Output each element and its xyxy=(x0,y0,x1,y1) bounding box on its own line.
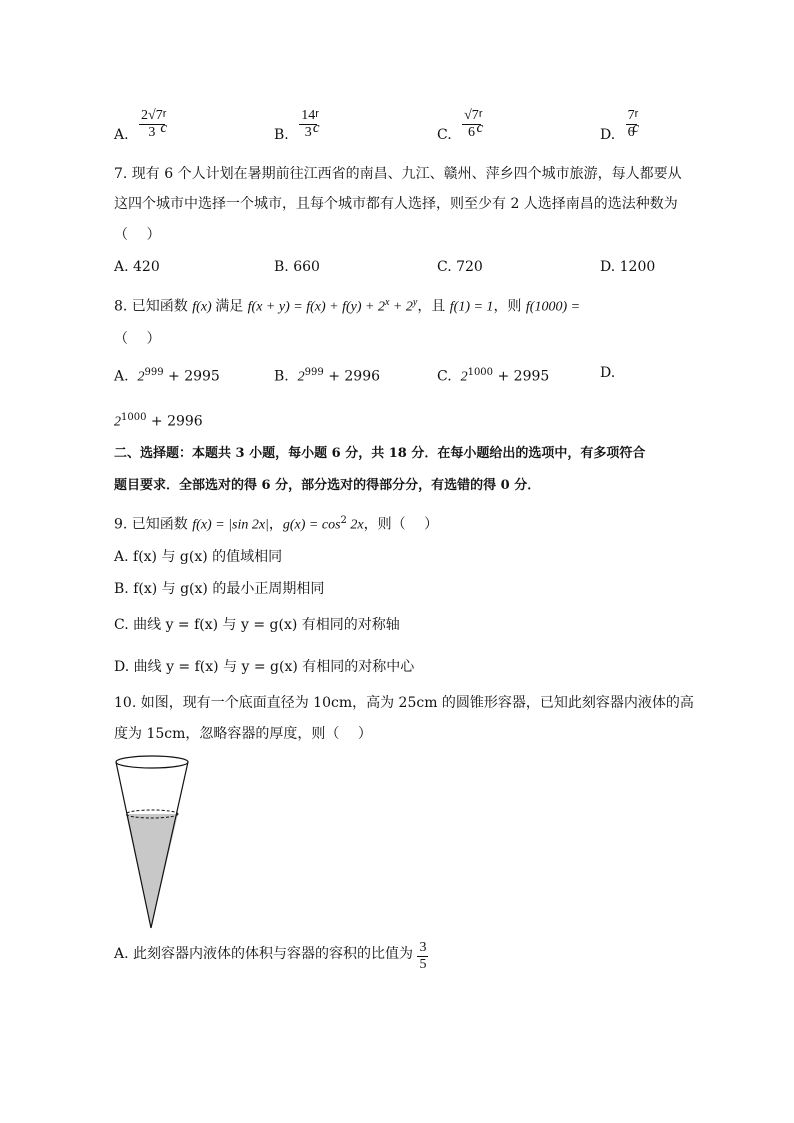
q7-option-b: B. 660 xyxy=(274,259,320,275)
q8-stem: 8. 已知函数 f(x) 满足 $f(x + y) = f(x) + f(y) + 2^x + 2^y$，且 f(1) = 1，则 f(1000) = xyxy=(114,297,581,315)
q10-line-1: 10. 如图，现有一个底面直径为 10cm，高为 25cm 的圆锥形容器，已知此刻容器内液体的高 xyxy=(114,695,694,711)
q8-option-b: B. $2^{999} + 2996$ xyxy=(274,367,381,385)
q10-a-fraction: $\frac{3}{5}$ xyxy=(419,940,427,972)
q9-option-c: C. 曲线 y = f(x) 与 y = g(x) 有相同的对称轴 xyxy=(114,617,400,633)
q6-option-b: B. $\frac{14}{3}$ $^r$c xyxy=(274,107,320,143)
q9-option-d: D. 曲线 y = f(x) 与 y = g(x) 有相同的对称中心 xyxy=(114,659,415,675)
q6-b-fraction: $\frac{14}{3}$ xyxy=(301,108,316,140)
q8-option-d-label: D. xyxy=(600,365,616,381)
q7-line-2: 这四个城市中选择一个城市，且每个城市都有人选择，则至少有 2 人选择南昌的选法种数为 xyxy=(114,196,678,212)
q6-c-fraction: $\frac{√7}{6}$ xyxy=(464,108,479,140)
cone-container-figure xyxy=(110,752,194,932)
q6-option-a: A. $\frac{2√7}{3}$ $^r$c xyxy=(114,107,168,143)
section-2-heading-line-2: 题目要求．全部选对的得 6 分，部分选对的得部分分，有选错的得 0 分． xyxy=(114,478,541,493)
q8-option-a: A. $2^{999} + 2995$ xyxy=(114,367,220,385)
q7-line-1: 7. 现有 6 个人计划在暑期前往江西省的南昌、九江、赣州、萍乡四个城市旅游，每人都要从 xyxy=(114,166,682,182)
liquid-fill xyxy=(126,814,178,928)
q8-option-d-value: $2^{1000} + 2996$ xyxy=(114,412,203,430)
q9-option-a: A. f(x) 与 g(x) 的值域相同 xyxy=(114,549,283,565)
section-2-heading-line-1: 二、选择题：本题共 3 小题，每小题 6 分，共 18 分．在每小题给出的选项中，有多项符合 xyxy=(114,446,646,461)
q7-option-c: C. 720 xyxy=(437,259,483,275)
q7-option-a: A. 420 xyxy=(114,259,160,275)
q10-option-a: A. 此刻容器内液体的体积与容器的容积的比值为 $\frac{3}{5}$ xyxy=(114,940,427,972)
q7-paren: （ ） xyxy=(114,227,161,243)
q10-line-2: 度为 15cm，忽略容器的厚度，则（ ） xyxy=(114,726,372,742)
q6-d-fraction: $\frac{7}{6}$ xyxy=(627,108,635,140)
q9-stem: 9. 已知函数 f(x) = |sin 2x|，$g(x) = \cos^2 2x$，则（ ） xyxy=(114,515,439,533)
cone-rim xyxy=(116,756,188,768)
q6-a-fraction: $\frac{2√7}{3}$ xyxy=(141,108,163,140)
q7-option-d: D. 1200 xyxy=(600,259,656,275)
q8-option-c: C. $2^{1000} + 2995$ xyxy=(437,367,550,385)
q8-paren: （ ） xyxy=(114,331,161,347)
q6-option-d: D. $\frac{7}{6}$ $^r$c xyxy=(600,107,639,143)
q6-option-c: C. $\frac{√7}{6}$ $^r$c xyxy=(437,107,484,143)
q9-option-b: B. f(x) 与 g(x) 的最小正周期相同 xyxy=(114,581,325,597)
